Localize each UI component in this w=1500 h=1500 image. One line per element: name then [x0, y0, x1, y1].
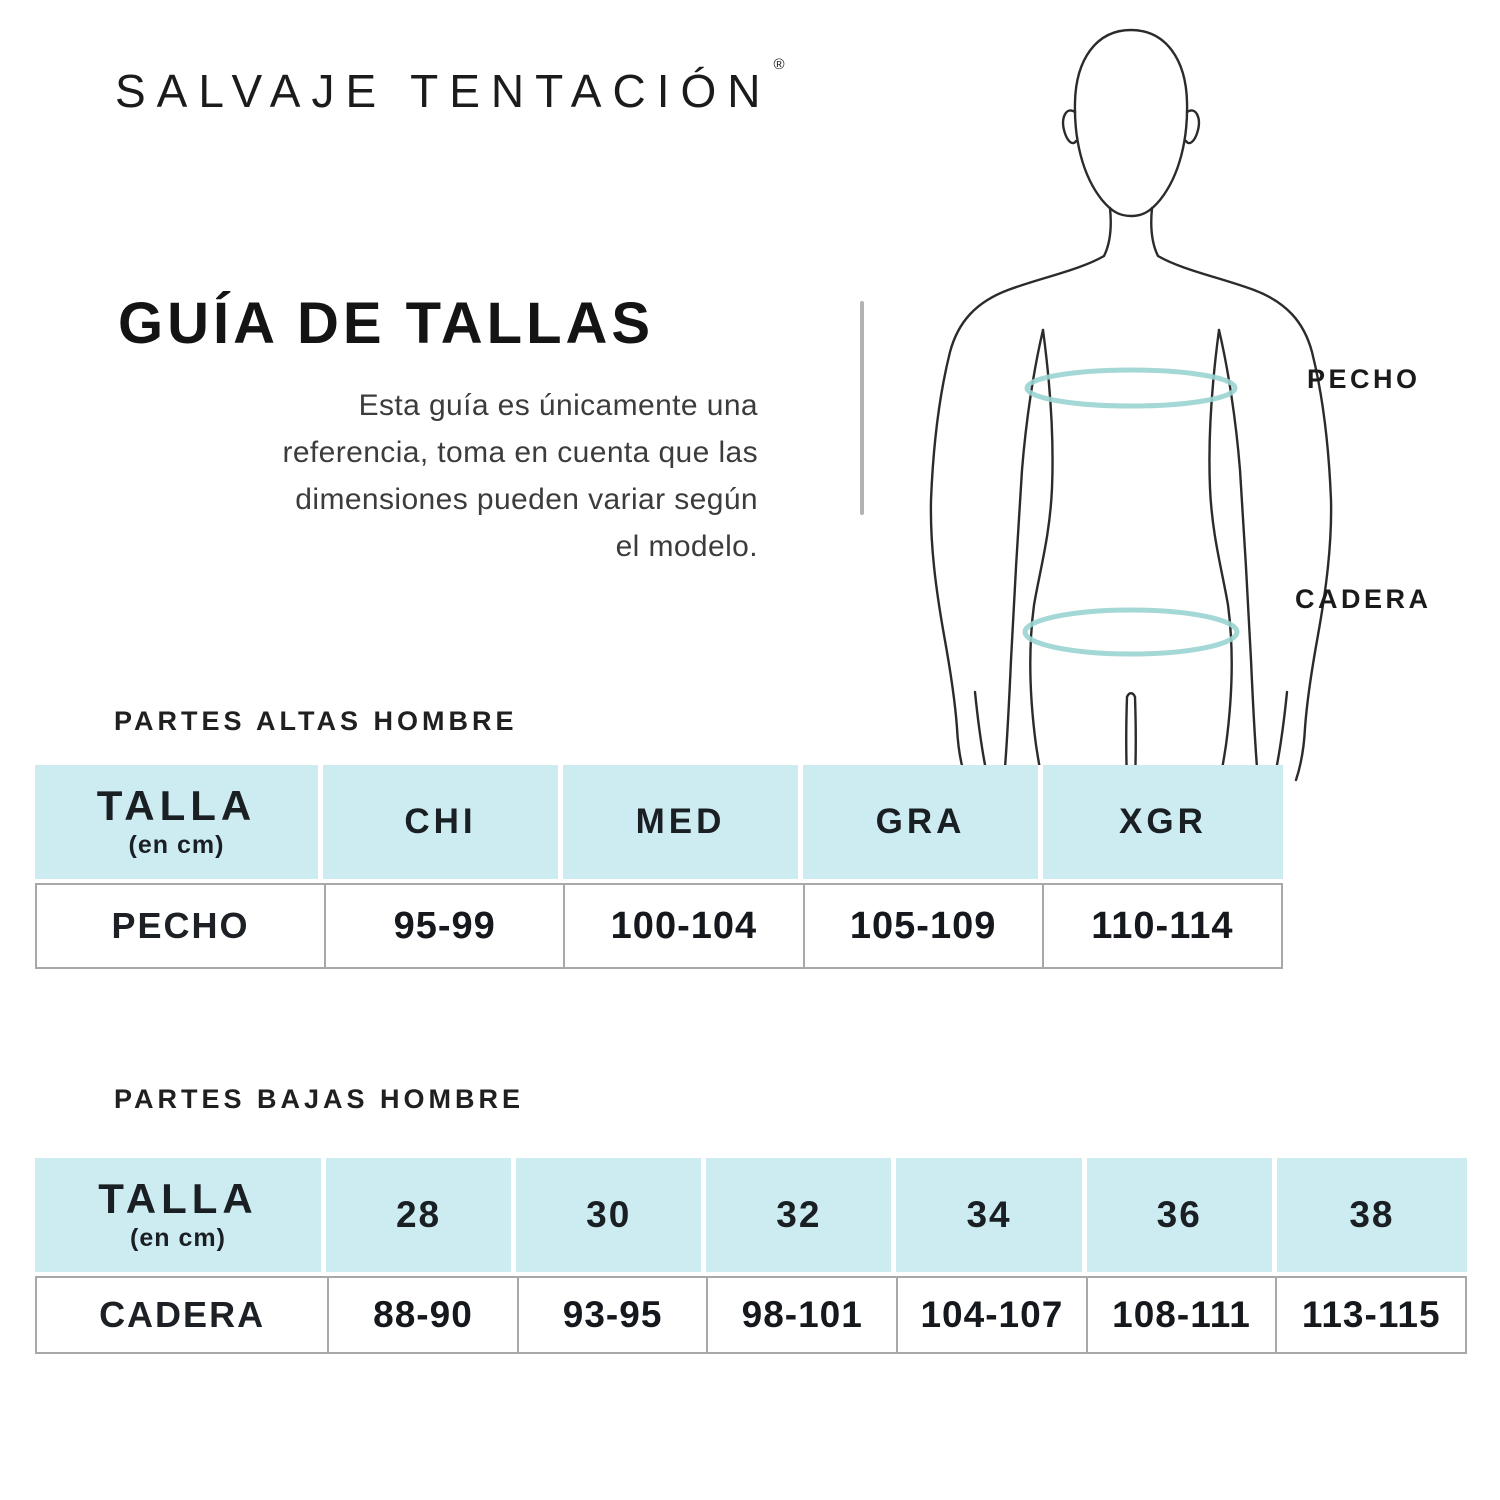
value-cell: [803, 885, 1042, 967]
section-title-upper: PARTES ALTAS HOMBRE: [114, 706, 518, 736]
unit-label: (en cm): [128, 831, 225, 860]
row-label-cell: [37, 885, 324, 967]
measure-name: PECHO: [111, 905, 250, 946]
value-cell: [1042, 885, 1281, 967]
measure-range: 110-114: [1091, 904, 1234, 947]
hip-label: CADERA: [1295, 584, 1432, 614]
size-label: CHI: [404, 802, 477, 841]
vertical-divider: [860, 301, 864, 515]
table-header-row: [35, 765, 1283, 879]
header-cell-size: [323, 765, 563, 879]
description-line: el modelo.: [615, 530, 758, 563]
measure-range: 98-101: [741, 1294, 863, 1335]
page-title: GUÍA DE TALLAS: [118, 291, 655, 356]
value-cell: [1275, 1278, 1465, 1352]
chest-label: PECHO: [1307, 364, 1421, 394]
table-header-row: [35, 1158, 1467, 1272]
measure-range: 104-107: [920, 1294, 1064, 1335]
head-outline: [1075, 30, 1187, 216]
description-line: referencia, toma en cuenta que las: [282, 436, 758, 469]
value-cell: [327, 1278, 517, 1352]
value-cell: [517, 1278, 707, 1352]
size-label: 28: [395, 1194, 442, 1235]
registered-trademark-symbol: ®: [773, 56, 785, 73]
measure-range: 108-111: [1112, 1294, 1251, 1335]
value-cell: [896, 1278, 1086, 1352]
description-line: dimensiones pueden variar según: [295, 483, 758, 516]
header-cell-size: [516, 1158, 706, 1272]
header-cell-size: [1277, 1158, 1467, 1272]
table-data-row: [35, 883, 1283, 969]
header-cell-size: [896, 1158, 1086, 1272]
chest-measure-line: [1027, 370, 1235, 406]
value-cell: [706, 1278, 896, 1352]
measure-range: 100-104: [610, 904, 758, 947]
header-cell-size: [326, 1158, 516, 1272]
brand-logo: [115, 56, 785, 118]
size-label: 38: [1349, 1194, 1395, 1235]
size-label: MED: [635, 802, 726, 841]
header-cell-size: [563, 765, 803, 879]
talla-label: TALLA: [98, 1174, 258, 1222]
measure-range: 105-109: [849, 904, 997, 947]
lower-body-size-table: [35, 1158, 1467, 1354]
section-title-lower: PARTES BAJAS HOMBRE: [114, 1084, 525, 1114]
measure-range: 113-115: [1301, 1294, 1441, 1335]
value-cell: [563, 885, 802, 967]
talla-label: TALLA: [96, 781, 257, 829]
guide-description: [80, 382, 758, 570]
size-label: XGR: [1119, 802, 1207, 841]
unit-label: (en cm): [130, 1224, 226, 1253]
description-line: Esta guía es únicamente una: [358, 389, 758, 422]
table-data-row: [35, 1276, 1467, 1354]
value-cell: [324, 885, 563, 967]
male-body-outline-illustration: [880, 18, 1360, 782]
header-cell-size: [803, 765, 1043, 879]
size-label: 36: [1156, 1194, 1202, 1235]
header-cell-size: [1087, 1158, 1277, 1272]
measure-range: 88-90: [373, 1294, 473, 1335]
measure-name: CADERA: [99, 1294, 266, 1335]
hip-measure-line: [1025, 610, 1237, 654]
header-cell-talla: [35, 1158, 326, 1272]
measure-range: 95-99: [393, 904, 496, 947]
brand-name: SALVAJE TENTACIÓN: [115, 65, 772, 117]
value-cell: [1086, 1278, 1276, 1352]
measure-range: 93-95: [562, 1294, 663, 1335]
header-cell-size: [1043, 765, 1283, 879]
size-label: 34: [966, 1194, 1012, 1235]
size-label: 30: [586, 1194, 632, 1235]
row-label-cell: [37, 1278, 327, 1352]
header-cell-size: [706, 1158, 896, 1272]
upper-body-size-table: [35, 765, 1283, 969]
header-cell-talla: [35, 765, 323, 879]
size-label: GRA: [875, 802, 966, 841]
size-label: 32: [776, 1194, 822, 1235]
